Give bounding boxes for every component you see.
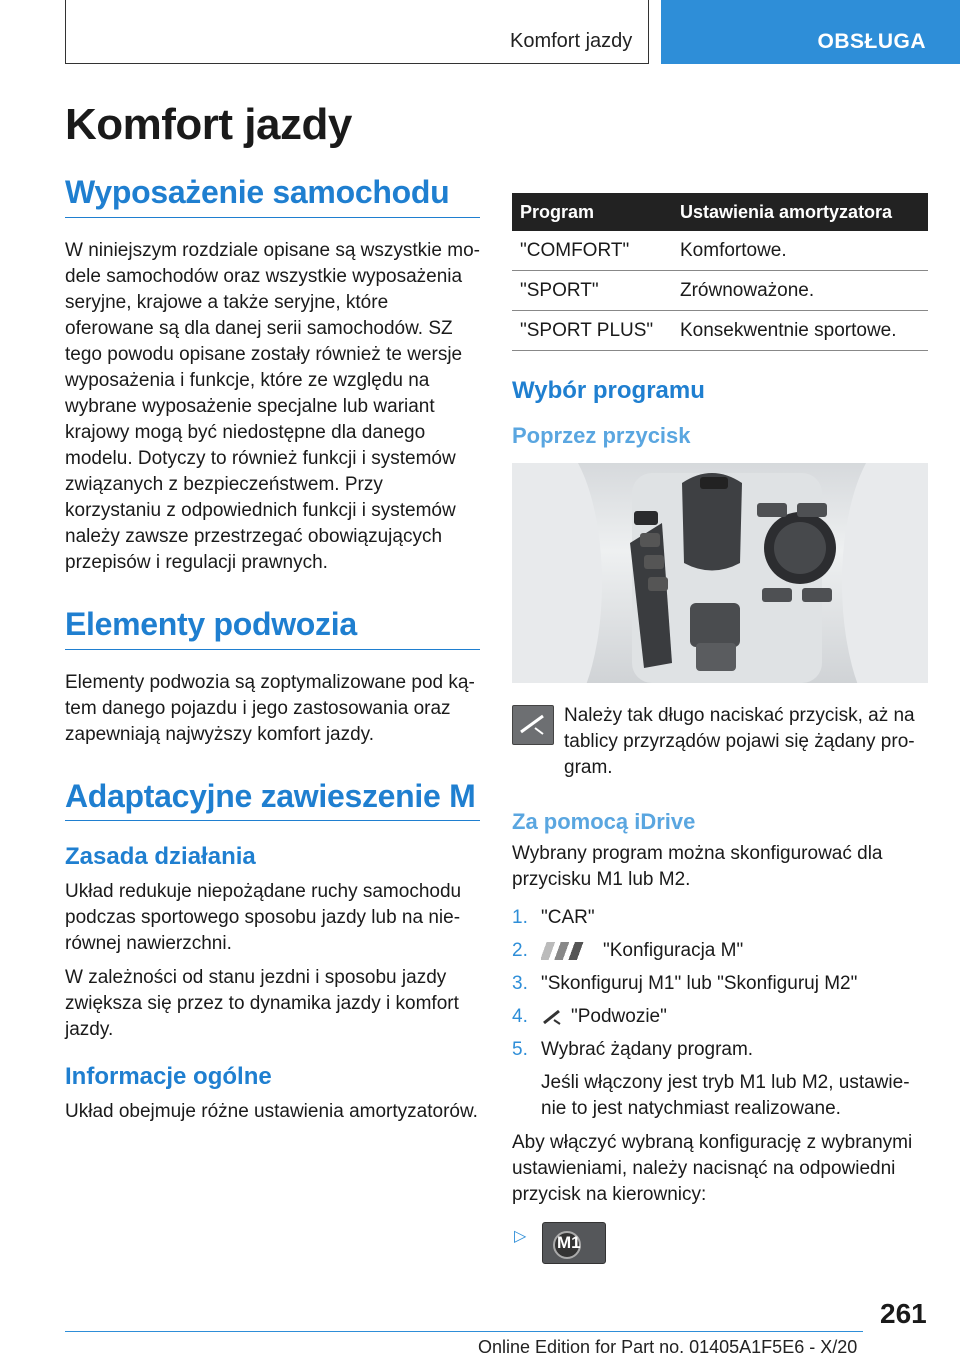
- list-item: [512, 905, 928, 931]
- list-item: [512, 971, 928, 997]
- step-number: 2.: [512, 940, 528, 961]
- list-item: [512, 1004, 928, 1030]
- chassis-icon: [541, 1008, 563, 1026]
- idrive-steps: [512, 905, 928, 1063]
- heading-idrive: Za pomocą iDrive: [512, 809, 696, 834]
- m1-steering-button-icon: [542, 1222, 606, 1264]
- right-column: [512, 193, 928, 1266]
- table-cell-program: "SPORT PLUS": [512, 311, 672, 351]
- page-number: 261: [880, 1298, 927, 1329]
- table-header-damper: Ustawienia amortyzatora: [672, 193, 928, 231]
- table-cell-setting: Konsekwentnie sportowe.: [672, 311, 928, 351]
- step-number: 4.: [512, 1006, 528, 1027]
- table-row: [512, 311, 928, 351]
- table-cell-setting: Zrównoważone.: [672, 271, 928, 311]
- paragraph-general-info: Układ obejmuje różne ustawienia amortyzatorów.: [65, 1101, 478, 1123]
- header-tab-label: OBSŁUGA: [817, 30, 926, 53]
- left-column: [65, 100, 480, 1133]
- heading-program-select: Wybór programu: [512, 377, 705, 404]
- heading-chassis: Elementy podwozia: [65, 606, 480, 650]
- step-number: 1.: [512, 907, 528, 928]
- table-cell-setting: Komfortowe.: [672, 231, 928, 271]
- paragraph-step5-note: Jeśli włączony jest tryb M1 lub M2, ustawienie to jest natychmiast realizowane.: [541, 1072, 910, 1119]
- heading-equipment: Wyposażenie samochodu: [65, 174, 480, 218]
- list-item: [512, 1037, 928, 1063]
- button-instruction: [512, 703, 928, 781]
- m1-bullet-row: [512, 1222, 928, 1266]
- table-cell-program: "SPORT": [512, 271, 672, 311]
- step-text: "Podwozie": [571, 1006, 667, 1027]
- list-item: [512, 938, 928, 964]
- damper-settings-table: [512, 193, 928, 351]
- suspension-button-icon: [512, 705, 554, 745]
- footer-edition: Online Edition for Part no. 01405A1F5E6 - X/20: [478, 1337, 858, 1357]
- heading-principle: Zasada działania: [65, 843, 256, 871]
- m-config-icon: [541, 942, 591, 960]
- step-text: "Konfiguracja M": [603, 940, 744, 961]
- table-header-row: [512, 193, 928, 231]
- heading-via-button: Poprzez przycisk: [512, 423, 691, 448]
- table-row: [512, 231, 928, 271]
- paragraph-principle-2: W zależności od stanu jezdni i sposobu jazdy zwiększa się przez to dynamika jazdy i komfort jazdy.: [65, 967, 459, 1041]
- step-text: "Skonfiguruj M1" lub "Skonfiguruj M2": [541, 973, 858, 994]
- center-console-photo: [512, 463, 928, 683]
- step-text: "CAR": [541, 907, 595, 928]
- step-number: 3.: [512, 973, 528, 994]
- paragraph-button: Należy tak długo naciskać przycisk, aż na tablicy przyrządów pojawi się żądany program.: [564, 705, 915, 778]
- table-header-program: Program: [512, 193, 672, 231]
- paragraph-idrive: Wybrany program można skonfigurować dla przycisku M1 lub M2.: [512, 843, 883, 890]
- step-text: Wybrać żądany program.: [541, 1039, 754, 1060]
- heading-general-info: Informacje ogólne: [65, 1063, 272, 1091]
- header-tab[interactable]: [661, 0, 960, 64]
- header-section-title: Komfort jazdy: [510, 30, 633, 52]
- step-number: 5.: [512, 1039, 528, 1060]
- page-title: Komfort jazdy: [65, 100, 352, 149]
- table-cell-program: "COMFORT": [512, 231, 672, 271]
- paragraph-activate: Aby włączyć wybraną konfigurację z wybranymi ustawieniami, należy nacisnąć na odpowiedni przycisk na kierownicy:: [512, 1132, 913, 1205]
- table-row: [512, 271, 928, 311]
- paragraph-principle-1: Układ redukuje niepożądane ruchy samochodu podczas sportowego sposobu jazdy lub na nierównej nawierzchni.: [65, 881, 462, 955]
- console-illustration: [512, 463, 928, 683]
- heading-adaptive-suspension: Adaptacyjne zawieszenie M: [65, 778, 480, 822]
- m1-label: M1: [557, 1233, 581, 1252]
- bullet-triangle: ▷: [514, 1228, 527, 1245]
- paragraph-chassis: Elementy podwozia są zoptymalizowane pod kątem danego pojazdu i jego zastosowania oraz zapewniają najwyższy komfort jazdy.: [65, 671, 475, 745]
- paragraph-equipment: W niniejszym rozdziale opisane są wszystkie modele samochodów oraz wszystkie wyposażenia seryjne, krajowe a także seryjne, które oferowane są dla danej serii samochodów. SZ tego powodu opisane zostały również te wersje wyposażenia i funkcje, które ze względu na wybrane wyposażenie specjalne lub wariant krajowy mogą być niedostępne dla danego modelu. Dotyczy to również funkcji i systemów związanych z bezpieczeństwem. Przy korzystaniu z odpowiednich funkcji i systemów należy zawsze przestrzegać obowiązujących przepisów i regulacji prawnych.: [65, 239, 480, 573]
- footer-divider: [65, 1331, 863, 1332]
